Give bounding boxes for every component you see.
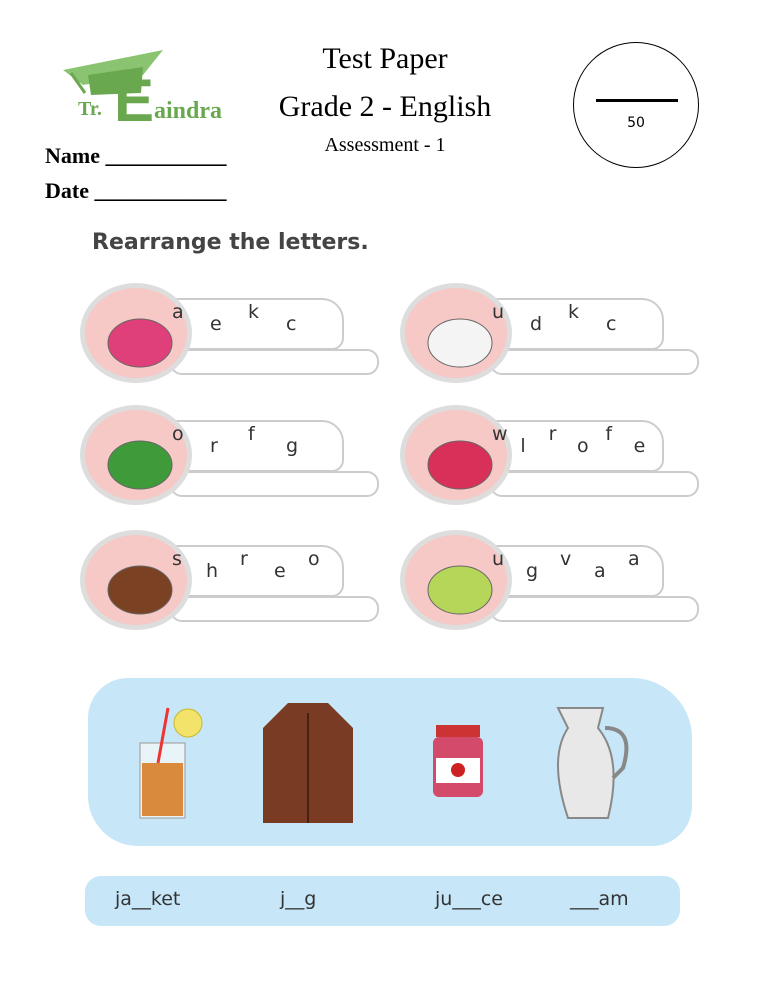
letter: u: [492, 548, 505, 570]
jam-icon: [428, 723, 488, 803]
letter: o: [308, 548, 320, 570]
letter: v: [560, 548, 572, 570]
letter: l: [520, 435, 526, 457]
answer-line[interactable]: [170, 596, 379, 622]
answer-line[interactable]: [170, 471, 379, 497]
page-title: Test Paper: [322, 42, 448, 75]
rearrange-card: [400, 405, 700, 525]
word-jacket[interactable]: ja__ket: [115, 888, 181, 910]
picture-circle: [400, 283, 512, 383]
letter: w: [492, 423, 508, 445]
logo-rest: aindra: [154, 98, 223, 124]
jug-icon: [543, 698, 643, 828]
rearrange-card: [80, 405, 380, 525]
juice-icon: [128, 703, 208, 823]
picture-circle: [400, 530, 512, 630]
letter: a: [628, 548, 640, 570]
rearrange-card: [400, 283, 700, 403]
letter: r: [548, 423, 557, 445]
rearrange-card: [80, 530, 380, 650]
word-jam[interactable]: ___am: [570, 888, 629, 910]
letter: o: [172, 423, 184, 445]
picture-panel: [88, 678, 692, 846]
logo-prefix: Tr.: [78, 98, 102, 120]
score-circle: [573, 42, 699, 168]
letter: c: [286, 313, 297, 335]
letter: u: [492, 301, 505, 323]
letter: k: [568, 301, 580, 323]
answer-line[interactable]: [490, 471, 699, 497]
letter: f: [248, 423, 255, 445]
letter: e: [274, 560, 286, 582]
letter: g: [526, 560, 539, 582]
picture-circle: [80, 405, 192, 505]
logo: [58, 45, 233, 134]
letter: e: [633, 435, 646, 457]
word-jug[interactable]: j__g: [280, 888, 317, 910]
letter: r: [210, 435, 218, 457]
word-juice[interactable]: ju___ce: [435, 888, 503, 910]
score-line[interactable]: [596, 99, 678, 102]
jacket-icon: [258, 698, 358, 828]
page-subtitle: Grade 2 - English: [278, 90, 492, 123]
letter: d: [530, 313, 543, 335]
letter: f: [605, 423, 613, 445]
answer-line[interactable]: [490, 596, 699, 622]
rearrange-card: [400, 530, 700, 650]
letter: s: [172, 548, 182, 570]
date-field[interactable]: Date ____________: [45, 178, 227, 203]
letter: a: [594, 560, 606, 582]
letter: g: [286, 435, 299, 457]
letter: a: [172, 301, 184, 323]
score-total: 50: [627, 115, 645, 131]
letter: h: [206, 560, 219, 582]
letter: c: [606, 313, 617, 335]
letter: e: [210, 313, 222, 335]
instruction: Rearrange the letters.: [92, 230, 369, 255]
assessment-label: Assessment - 1: [324, 134, 446, 156]
rearrange-card: [80, 283, 380, 403]
answer-line[interactable]: [170, 349, 379, 375]
letter: o: [577, 435, 589, 457]
logo-e: E: [114, 67, 155, 134]
name-field[interactable]: Name ___________: [45, 143, 227, 168]
word-bar: [85, 876, 680, 926]
picture-circle: [80, 283, 192, 383]
picture-circle: [80, 530, 192, 630]
letter: r: [240, 548, 248, 570]
letter: k: [248, 301, 260, 323]
answer-line[interactable]: [490, 349, 699, 375]
picture-circle: [400, 405, 512, 505]
